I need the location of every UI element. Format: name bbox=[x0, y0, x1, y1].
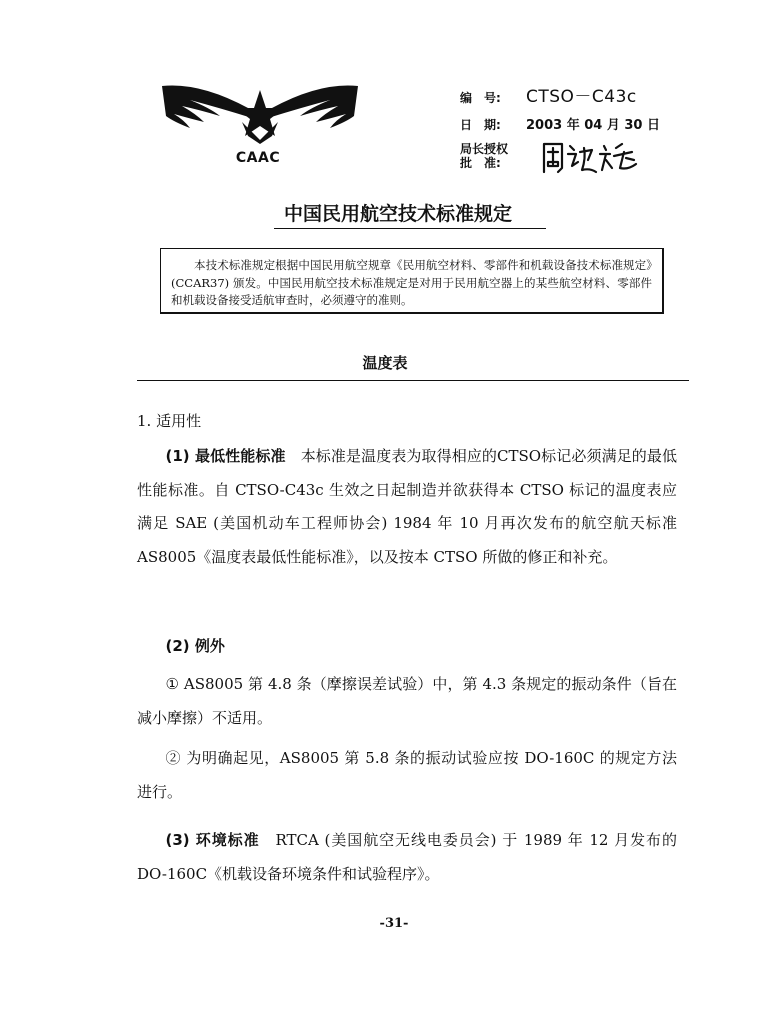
notice-box bbox=[160, 248, 664, 314]
doc-number-row bbox=[460, 82, 637, 107]
org-name: CAAC bbox=[235, 150, 281, 166]
paragraph-head: (3) 环境标准 bbox=[165, 831, 260, 849]
doc-date-value: 2003 年 04 月 30 日 bbox=[526, 118, 660, 133]
paragraph-min-performance bbox=[137, 440, 677, 574]
auth-label-line2: 批 准: bbox=[460, 156, 501, 170]
paragraph-exceptions bbox=[137, 630, 677, 664]
paragraph-text: RTCA (美国航空无线电委员会) 于 1989 年 12 月发布的 DO-160C《机载设备环境条件和试验程序》。 bbox=[137, 831, 677, 883]
notice-text: 本技术标准规定根据中国民用航空规章《民用航空材料、零部件和机载设备技术标准规定》(CCAR37) 颁发。中国民用航空技术标准规定是对用于民用航空器上的某些航空材料、零部件和机载设备接受适航审查时，必须遵守的准则。 bbox=[171, 258, 652, 307]
doc-number-label: 编 号: bbox=[460, 91, 501, 105]
signature-image bbox=[540, 138, 640, 176]
paragraph-exception-1: ① AS8005 第 4.8 条（摩擦误差试验）中，第 4.3 条规定的振动条件（旨在减小摩擦）不适用。 bbox=[137, 675, 677, 727]
paragraph-text: 本标准是温度表为取得相应的CTSO标记必须满足的最低性能标准。自 CTSO-C43c 生效之日起制造并欲获得本 CTSO 标记的温度表应满足 SAE (美国机动车工程师协会) 1984 年 10 月再次发布的航空航天标准 AS8005《温度表最低性能标准》，以及按本 CTSO 所做的修正和补充。 bbox=[137, 447, 677, 566]
logo-right-wing bbox=[268, 85, 358, 128]
page-title: 中国民用航空技术标准规定 bbox=[283, 203, 512, 225]
doc-date-row bbox=[460, 114, 660, 133]
subject-heading: 温度表 bbox=[362, 354, 408, 372]
paragraph-head: (1) 最低性能标准 bbox=[165, 447, 286, 465]
paragraph-environment bbox=[137, 824, 677, 891]
doc-date-label: 日 期: bbox=[460, 118, 501, 132]
auth-label-line1: 局长授权 bbox=[460, 142, 509, 156]
logo-star bbox=[236, 90, 284, 136]
doc-number-value: CTSO－C43c bbox=[526, 87, 637, 107]
page-number: -31- bbox=[379, 916, 409, 931]
logo-left-wing bbox=[162, 85, 252, 128]
paragraph-head: (2) 例外 bbox=[165, 637, 225, 655]
subject-divider bbox=[137, 380, 689, 381]
section-heading: 1. 适用性 bbox=[137, 412, 202, 430]
title-underline bbox=[274, 228, 546, 229]
paragraph-exception-2: ② 为明确起见，AS8005 第 5.8 条的振动试验应按 DO-160C 的规定方法进行。 bbox=[137, 749, 677, 801]
